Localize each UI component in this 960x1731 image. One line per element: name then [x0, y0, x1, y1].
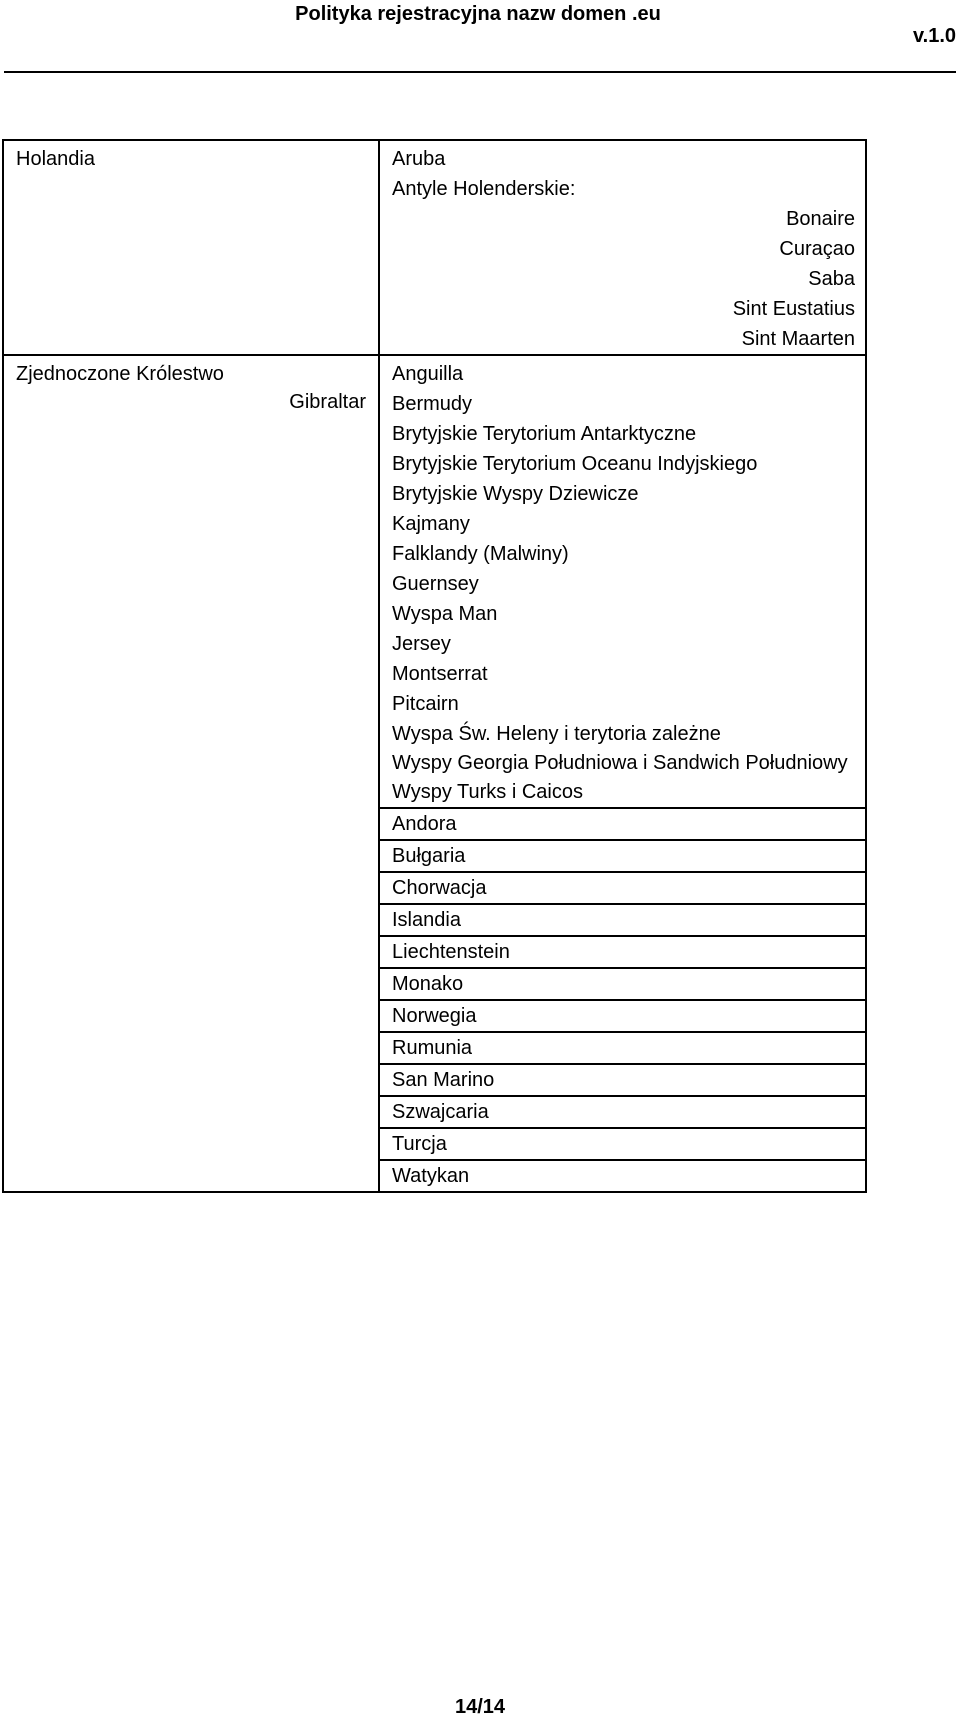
country-cell: Liechtenstein — [379, 936, 866, 968]
country-cell: Bułgaria — [379, 840, 866, 872]
country-cell: Turcja — [379, 1128, 866, 1160]
list-item: Antyle Holenderskie: — [392, 178, 576, 200]
list-item: Wyspy Turks i Caicos — [392, 781, 583, 803]
country-cell: Chorwacja — [379, 872, 866, 904]
list-item: Brytyjskie Terytorium Oceanu Indyjskiego — [392, 453, 758, 475]
table-row — [3, 355, 866, 808]
list-item: Wyspa Św. Heleny i terytoria zależne — [392, 723, 721, 745]
country-cell: Andora — [379, 808, 866, 840]
country-name: Zjednoczone Królestwo — [16, 363, 224, 385]
country-cell — [3, 140, 379, 355]
list-item: Saba — [808, 268, 855, 290]
country-cell: Islandia — [379, 904, 866, 936]
list-item: Montserrat — [392, 663, 488, 685]
list-item: Kajmany — [392, 513, 470, 535]
list-item: Curaçao — [779, 238, 855, 260]
list-item: Brytyjskie Terytorium Antarktyczne — [392, 423, 697, 445]
document-title: Polityka rejestracyjna nazw domen .eu — [295, 3, 661, 25]
country-cell — [3, 355, 379, 1192]
list-item: Falklandy (Malwiny) — [392, 543, 569, 565]
list-item: Sint Maarten — [741, 328, 855, 350]
country-cell: Szwajcaria — [379, 1096, 866, 1128]
list-item: Jersey — [392, 633, 451, 655]
country-cell: Monako — [379, 968, 866, 1000]
list-item: Wyspa Man — [392, 603, 498, 625]
territories-cell — [379, 140, 866, 355]
list-item: Bermudy — [392, 393, 473, 415]
sub-country-name: Gibraltar — [289, 391, 366, 413]
list-item: Anguilla — [392, 363, 464, 385]
version-label: v.1.0 — [913, 25, 956, 47]
country-cell: Rumunia — [379, 1032, 866, 1064]
list-item: Guernsey — [392, 573, 479, 595]
list-item: Sint Eustatius — [732, 298, 855, 320]
territories-cell — [379, 355, 866, 808]
country-cell: San Marino — [379, 1064, 866, 1096]
territories-table — [2, 139, 867, 1193]
country-name: Holandia — [16, 148, 95, 170]
list-item: Wyspy Georgia Południowa i Sandwich Południowy — [392, 752, 848, 774]
list-item: Bonaire — [786, 208, 855, 230]
list-item: Aruba — [392, 148, 446, 170]
country-cell: Watykan — [379, 1160, 866, 1192]
page-number: 14/14 — [454, 1696, 506, 1718]
country-cell: Norwegia — [379, 1000, 866, 1032]
list-item: Brytyjskie Wyspy Dziewicze — [392, 483, 639, 505]
table-row — [3, 140, 866, 355]
list-item: Pitcairn — [392, 693, 459, 715]
header-divider — [4, 71, 956, 73]
